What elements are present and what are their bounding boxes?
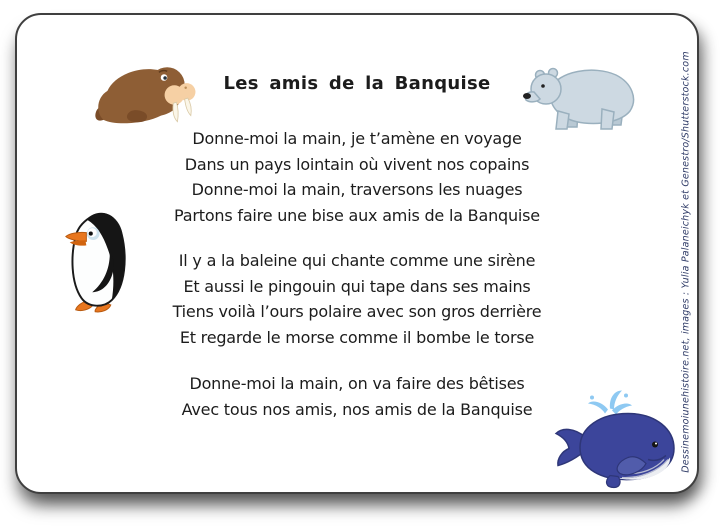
lyric-line: Partons faire une bise aux amis de la Banquise (174, 205, 540, 225)
lyric-line: Donne-moi la main, traversons les nuages (191, 180, 523, 199)
walrus-illustration (92, 60, 197, 130)
lyric-line: Donne-moi la main, je t’amène en voyage (192, 129, 522, 148)
lyric-line: Et aussi le pingouin qui tape dans ses mains (183, 276, 531, 296)
lyric-line: Tiens voilà l’ours polaire avec son gros derrière (172, 302, 542, 321)
lyric-line: Donne-moi la main, on va faire des bêtises (189, 374, 525, 393)
whale-illustration (552, 387, 684, 490)
lyric-line: Avec tous nos amis, nos amis de la Banquise (181, 399, 533, 419)
stanza-2 (17, 248, 697, 350)
polar-bear-illustration (522, 58, 640, 134)
song-sheet-card (15, 13, 699, 494)
song-title: Les amis de la Banquise (223, 73, 491, 94)
lyric-line: Et regarde le morse comme il bombe le torse (179, 327, 535, 347)
lyric-line: Dans un pays lointain où vivent nos copains (184, 154, 530, 174)
credit-text: Dessinemoiunehistoire.net, images : Yulia Palaneichyk et Genestro/Shutterstock.com (680, 51, 692, 473)
lyric-line: Il y a la baleine qui chante comme une sirène (178, 251, 536, 270)
